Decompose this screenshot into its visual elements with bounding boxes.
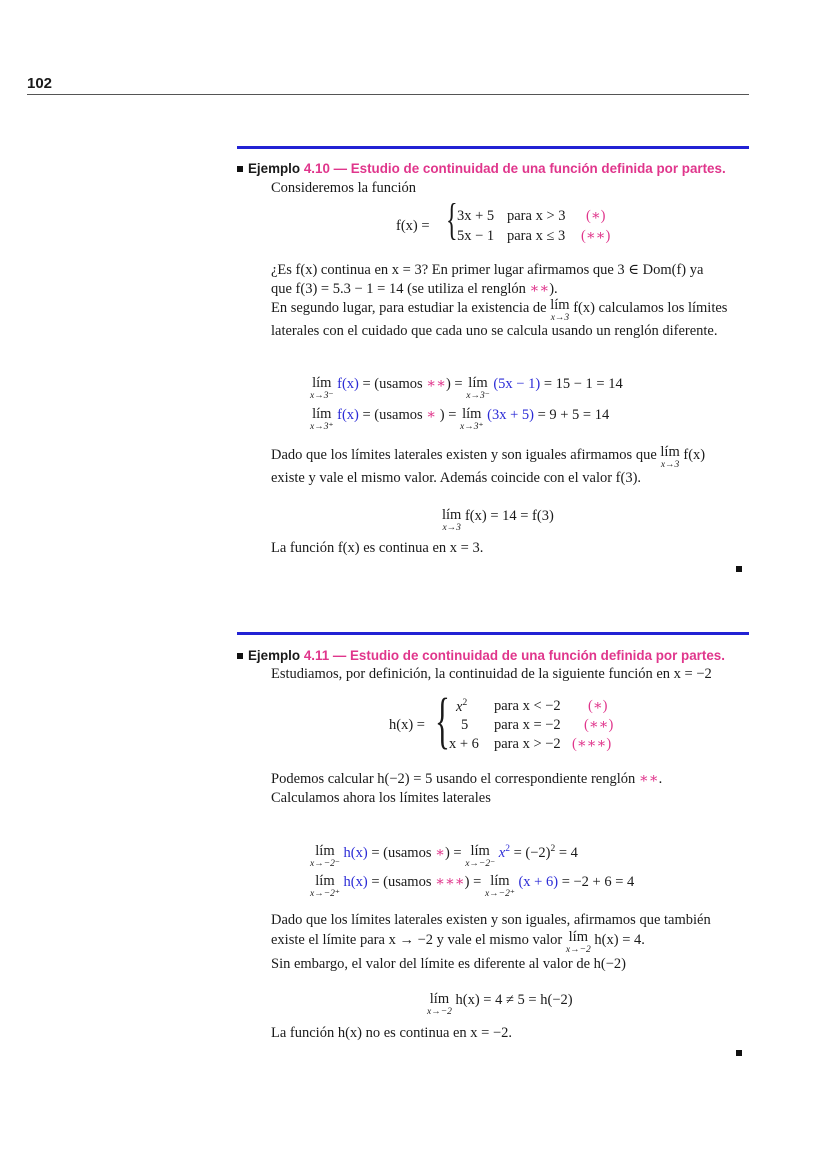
paragraph-line: Dado que los límites laterales existen y son iguales afirmamos que lím x→3 f(x) — [271, 444, 706, 470]
example-number: 4.10 — [303, 161, 330, 176]
limit-operator: lím x→−2⁻ — [465, 843, 496, 869]
case-tag: (∗) — [586, 208, 606, 224]
paragraph-line: Sin embargo, el valor del límite es diferente al valor de h(−2) — [271, 956, 626, 972]
limit-operator: lím x→−2 — [427, 991, 452, 1017]
paragraph-line: que f(3) = 5.3 − 1 = 14 (se utiliza el renglón ∗∗). — [271, 281, 558, 297]
case-condition: para x ≤ 3 — [507, 228, 566, 244]
intro-text: Estudiamos, por definición, la continuidad de la siguiente función en x = −2 — [271, 666, 712, 682]
example-label: Ejemplo — [248, 648, 301, 663]
case-condition: para x < −2 — [494, 698, 561, 714]
limit-equation: lím x→3⁻ f(x) = (usamos ∗∗) = lím x→3⁻ (5x − 1) = 15 − 1 = 14 — [310, 375, 623, 401]
case-tag: (∗∗) — [581, 228, 611, 244]
page-number: 102 — [27, 75, 53, 92]
function-lhs: h(x) = — [389, 717, 425, 733]
example-heading — [237, 648, 725, 663]
left-brace: { — [446, 195, 458, 244]
renglon-tag: ∗∗ — [529, 281, 550, 297]
case-tag: (∗∗∗) — [572, 736, 612, 752]
paragraph-line: ¿Es f(x) continua en x = 3? En primer lugar afirmamos que 3 ∈ Dom(f) ya — [271, 262, 704, 278]
bullet-square — [237, 653, 243, 659]
limit-operator: lím x→3 — [660, 444, 680, 470]
header-rule — [27, 94, 749, 95]
example-title: — Estudio de continuidad de una función definida por partes. — [329, 648, 725, 663]
qed-square — [736, 566, 742, 572]
case-expression: 3x + 5 — [457, 208, 495, 224]
limit-operator: lím x→3⁺ — [460, 406, 484, 432]
case-expression: 5x − 1 — [457, 228, 495, 244]
limit-conclusion-equation: lím x→−2 h(x) = 4 ≠ 5 = h(−2) — [427, 991, 573, 1017]
limit-equation: lím x→−2⁺ h(x) = (usamos ∗∗∗) = lím x→−2⁺ (x + 6) = −2 + 6 = 4 — [310, 873, 635, 899]
example-rule — [237, 632, 749, 635]
function-lhs: f(x) = — [396, 218, 430, 234]
paragraph-line: Podemos calcular h(−2) = 5 usando el correspondiente renglón ∗∗. — [271, 771, 663, 787]
renglon-tag: ∗∗ — [638, 771, 659, 787]
limit-operator: lím x→−2⁻ — [310, 843, 340, 869]
case-expression: $x^2$ — [456, 698, 468, 715]
paragraph-line: existe y vale el mismo valor. Además coincide con el valor f(3). — [271, 470, 642, 486]
limit-equation: lím x→−2⁻ h(x) = (usamos ∗) = lím x→−2⁻ $x^2 = (-2)^2 = 4$ — [310, 843, 578, 869]
conclusion-text: La función f(x) es continua en x = 3. — [271, 540, 484, 556]
case-expression: 5 — [461, 717, 469, 733]
example-label: Ejemplo — [248, 161, 301, 176]
example-heading — [237, 161, 726, 176]
example-rule — [237, 146, 749, 149]
example-number: 4.11 — [303, 648, 330, 663]
limit-operator: lím x→3⁺ — [310, 406, 334, 432]
case-condition: para x = −2 — [494, 717, 561, 733]
intro-text: Consideremos la función — [271, 180, 416, 196]
paragraph-line: Dado que los límites laterales existen y son iguales, afirmamos que también — [271, 912, 711, 928]
limit-operator: lím x→−2 — [565, 929, 591, 955]
case-condition: para x > 3 — [507, 208, 566, 224]
paragraph-line: existe el límite para x → −2 y vale el mismo valor lím x→−2 h(x) = 4. — [271, 929, 645, 955]
bullet-square — [237, 166, 243, 172]
limit-conclusion-equation: lím x→3 f(x) = 14 = f(3) — [442, 507, 554, 533]
case-tag: (∗∗) — [584, 717, 614, 733]
paragraph-line: En segundo lugar, para estudiar la existencia de lím x→3 f(x) calculamos los límites — [271, 297, 728, 323]
limit-operator: lím x→3⁻ — [310, 375, 334, 401]
case-condition: para x > −2 — [494, 736, 561, 752]
limit-operator: lím x→3 — [442, 507, 462, 533]
example-title: — Estudio de continuidad de una función definida por partes. — [329, 161, 726, 176]
limit-operator: lím x→3⁻ — [466, 375, 490, 401]
paragraph-line: Calculamos ahora los límites laterales — [271, 790, 491, 806]
limit-operator: lím x→−2⁺ — [484, 873, 515, 899]
limit-equation: lím x→3⁺ f(x) = (usamos ∗ ) = lím x→3⁺ (3x + 5) = 9 + 5 = 14 — [310, 406, 610, 432]
case-tag: (∗) — [588, 698, 608, 714]
left-brace: { — [435, 687, 450, 755]
paragraph-line: laterales con el cuidado que cada uno se calcula usando un renglón diferente. — [271, 323, 718, 339]
conclusion-text: La función h(x) no es continua en x = −2. — [271, 1025, 513, 1041]
limit-operator: lím x→3 — [550, 297, 570, 323]
case-expression: x + 6 — [449, 736, 479, 752]
qed-square — [736, 1050, 742, 1056]
limit-operator: lím x→−2⁺ — [310, 873, 340, 899]
